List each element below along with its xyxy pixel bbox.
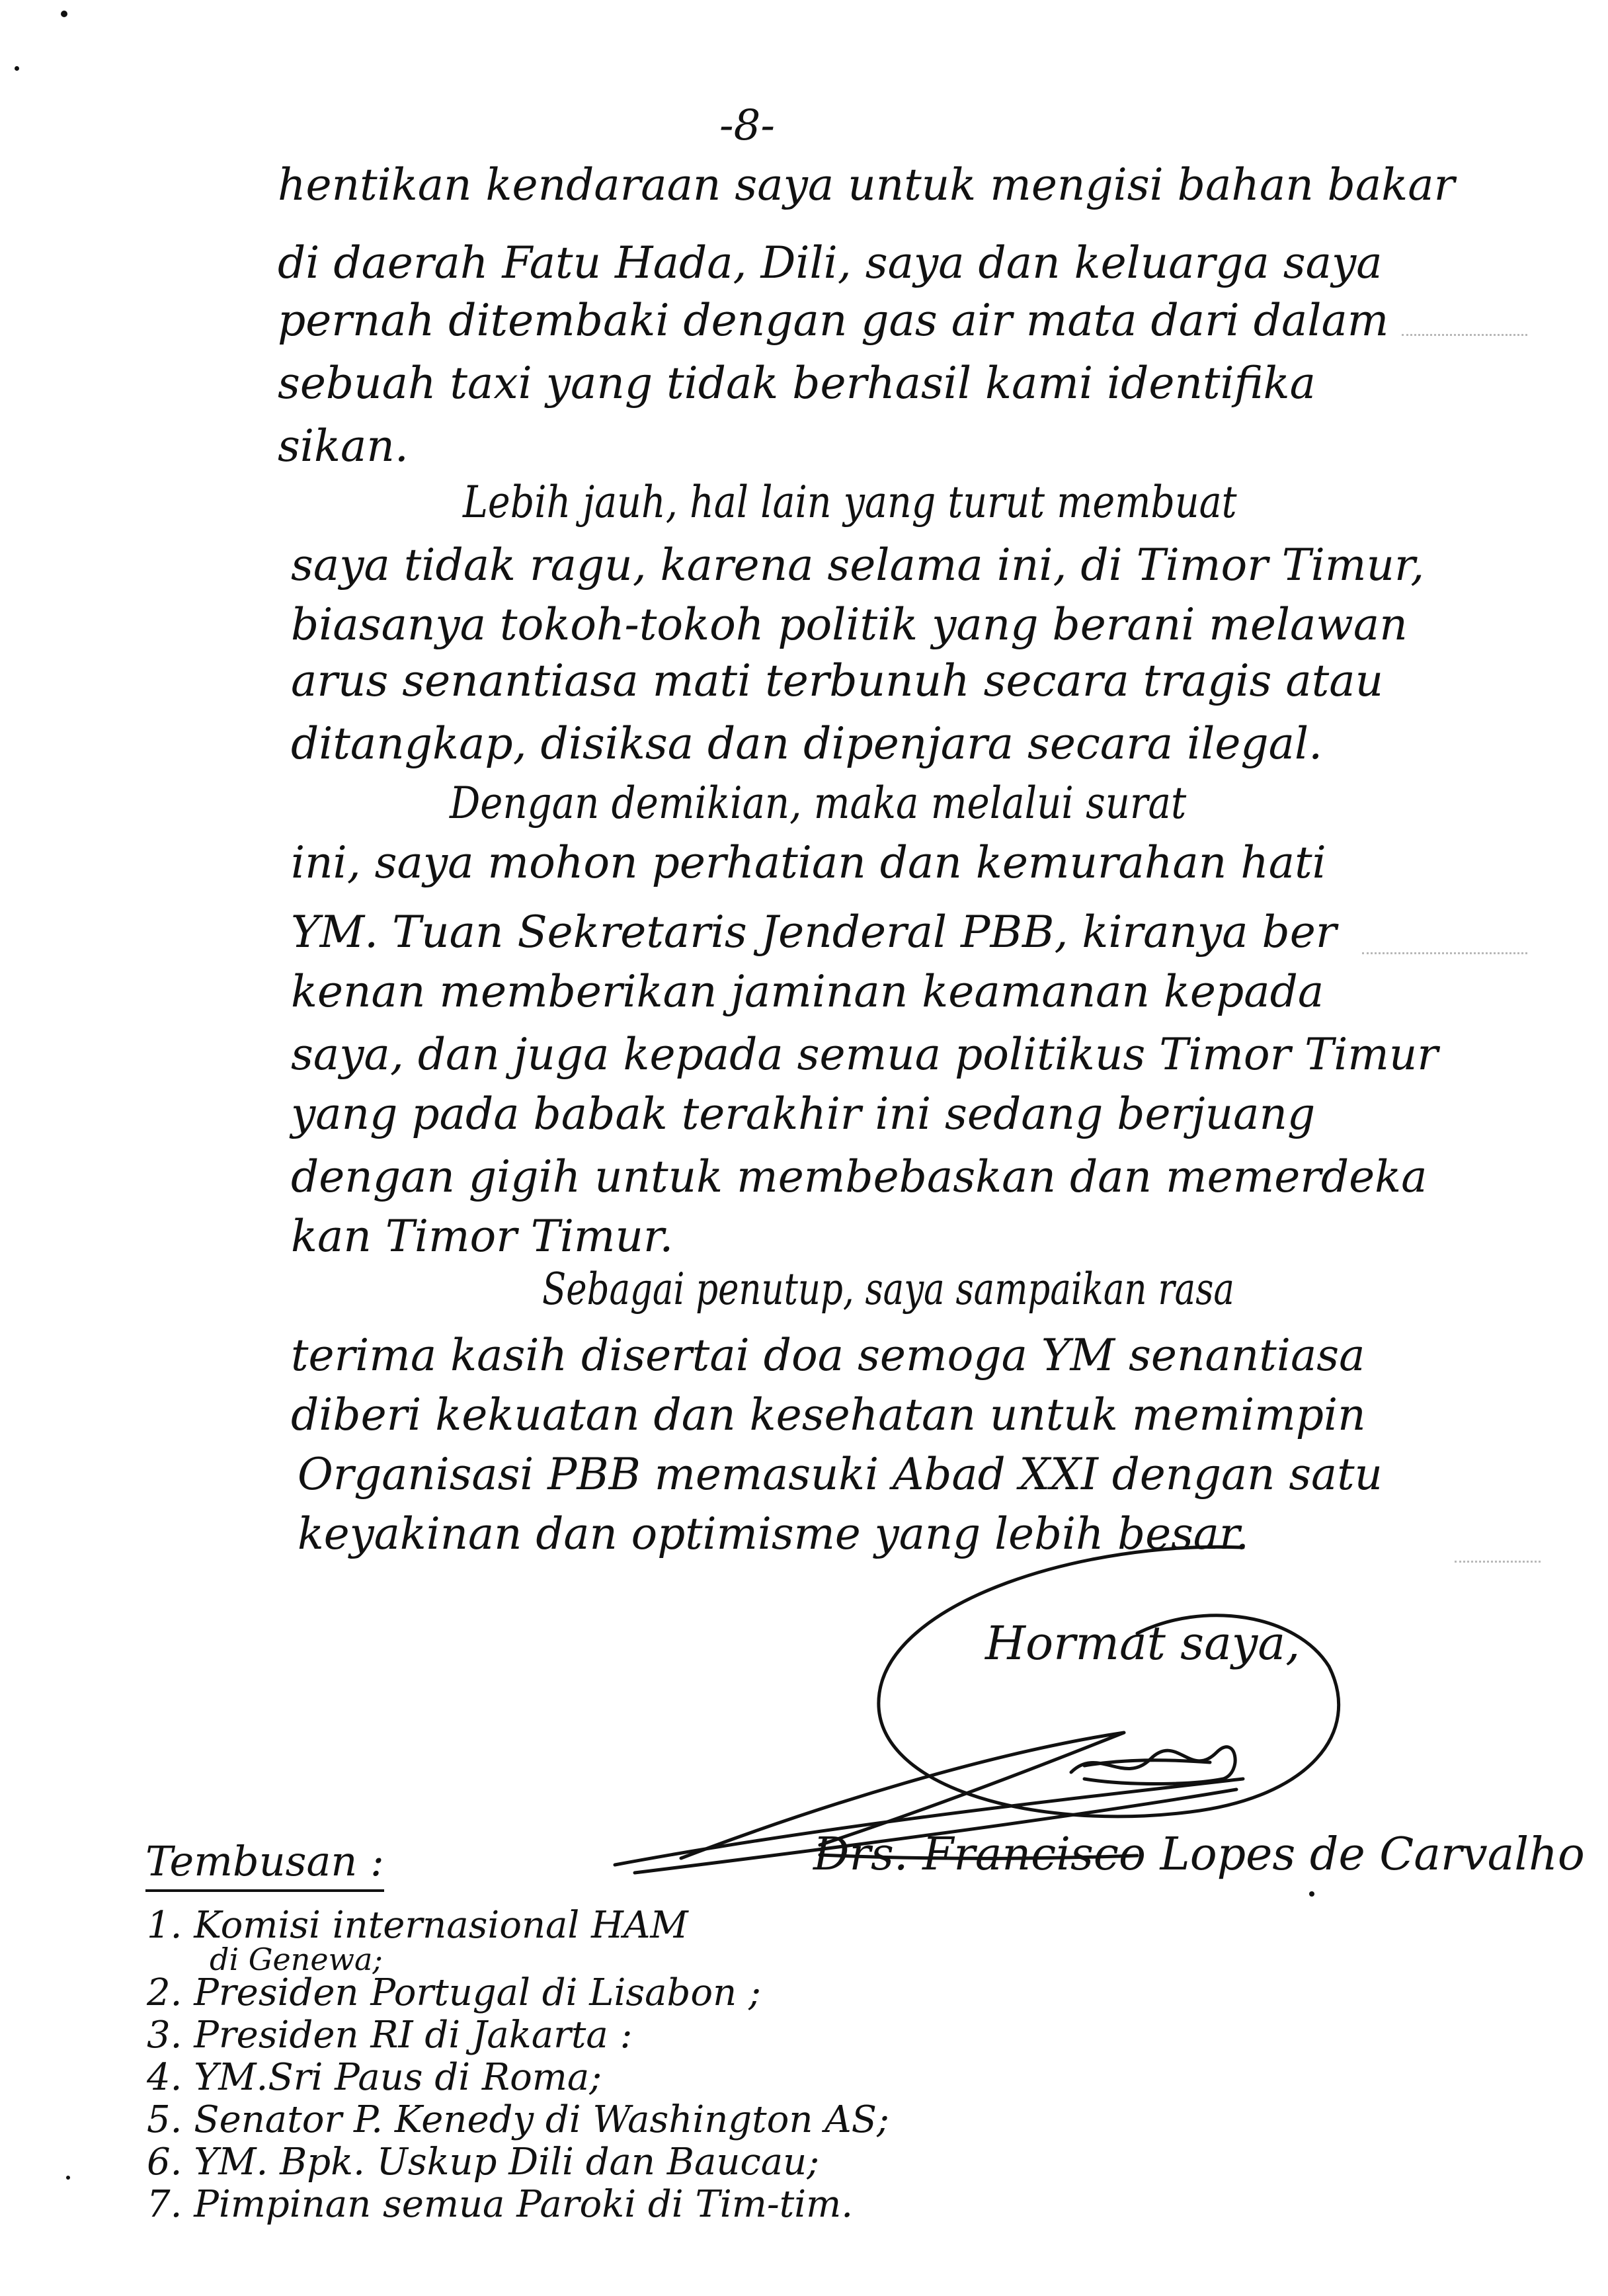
letter-line: kan Timor Timur.	[291, 1211, 674, 1262]
dotted-rule	[1402, 334, 1527, 336]
letter-line: yang pada babak terakhir ini sedang berjuang	[291, 1088, 1316, 1139]
scan-speck	[1309, 1891, 1314, 1897]
list-item: 4. YM.Sri Paus di Roma;	[147, 2056, 602, 2099]
letter-line: sikan.	[278, 421, 409, 472]
letter-line: hentikan kendaraan saya untuk mengisi bahan bakar	[278, 159, 1455, 210]
letter-line: saya tidak ragu, karena selama ini, di Timor Timur,	[291, 540, 1425, 591]
letter-line: pernah ditembaki dengan gas air mata dari dalam	[278, 295, 1389, 346]
dotted-rule	[1455, 1561, 1541, 1563]
letter-line: di daerah Fatu Hada, Dili, saya dan keluarga saya	[278, 237, 1383, 288]
list-item: 7. Pimpinan semua Paroki di Tim-tim.	[147, 2183, 854, 2226]
list-item: 3. Presiden RI di Jakarta :	[147, 2014, 633, 2057]
letter-line: diberi kekuatan dan kesehatan untuk memimpin	[291, 1389, 1366, 1440]
copies-heading: Tembusan :	[145, 1835, 384, 1892]
letter-line: YM. Tuan Sekretaris Jenderal PBB, kiranya ber	[291, 907, 1337, 958]
letter-line: biasanya tokoh-tokoh politik yang berani melawan	[291, 599, 1408, 650]
list-item: 5. Senator P. Kenedy di Washington AS;	[147, 2098, 889, 2141]
signer-name: Drs. Francisco Lopes de Carvalho	[813, 1828, 1585, 1881]
letter-line: terima kasih disertai doa semoga YM senantiasa	[291, 1330, 1365, 1381]
letter-line: sebuah taxi yang tidak berhasil kami identifika	[278, 358, 1316, 409]
list-item: 6. YM. Bpk. Uskup Dili dan Baucau;	[147, 2141, 820, 2184]
letter-line: Sebagai penutup, saya sampaikan rasa	[542, 1264, 1234, 1315]
list-item: 2. Presiden Portugal di Lisabon ;	[147, 1971, 761, 2014]
copies-list	[147, 1905, 1072, 2226]
dotted-rule	[1362, 952, 1527, 954]
letter-line: arus senantiasa mati terbunuh secara tragis atau	[291, 655, 1384, 706]
page-number: -8-	[719, 101, 775, 150]
letter-line: Lebih jauh, hal lain yang turut membuat	[463, 477, 1237, 528]
list-item: 1. Komisi internasional HAM	[147, 1904, 688, 1947]
letter-line: ini, saya mohon perhatian dan kemurahan hati	[291, 837, 1326, 888]
scan-speck	[15, 66, 19, 71]
scan-speck	[66, 2176, 70, 2180]
scan-speck	[61, 11, 67, 17]
closing-salutation: Hormat saya,	[985, 1616, 1301, 1670]
letter-line: Dengan demikian, maka melalui surat	[450, 778, 1187, 829]
letter-line: kenan memberikan jaminan keamanan kepada	[291, 966, 1324, 1017]
letter-line: keyakinan dan optimisme yang lebih besar.	[298, 1508, 1249, 1559]
letter-line: dengan gigih untuk membebaskan dan memerdeka	[291, 1151, 1427, 1202]
letter-line: ditangkap, disiksa dan dipenjara secara ilegal.	[291, 718, 1323, 769]
letter-line: Organisasi PBB memasuki Abad XXI dengan satu	[298, 1449, 1383, 1500]
letter-line: saya, dan juga kepada semua politikus Timor Timur	[291, 1029, 1438, 1080]
list-item: di Genewa;	[210, 1942, 383, 1977]
